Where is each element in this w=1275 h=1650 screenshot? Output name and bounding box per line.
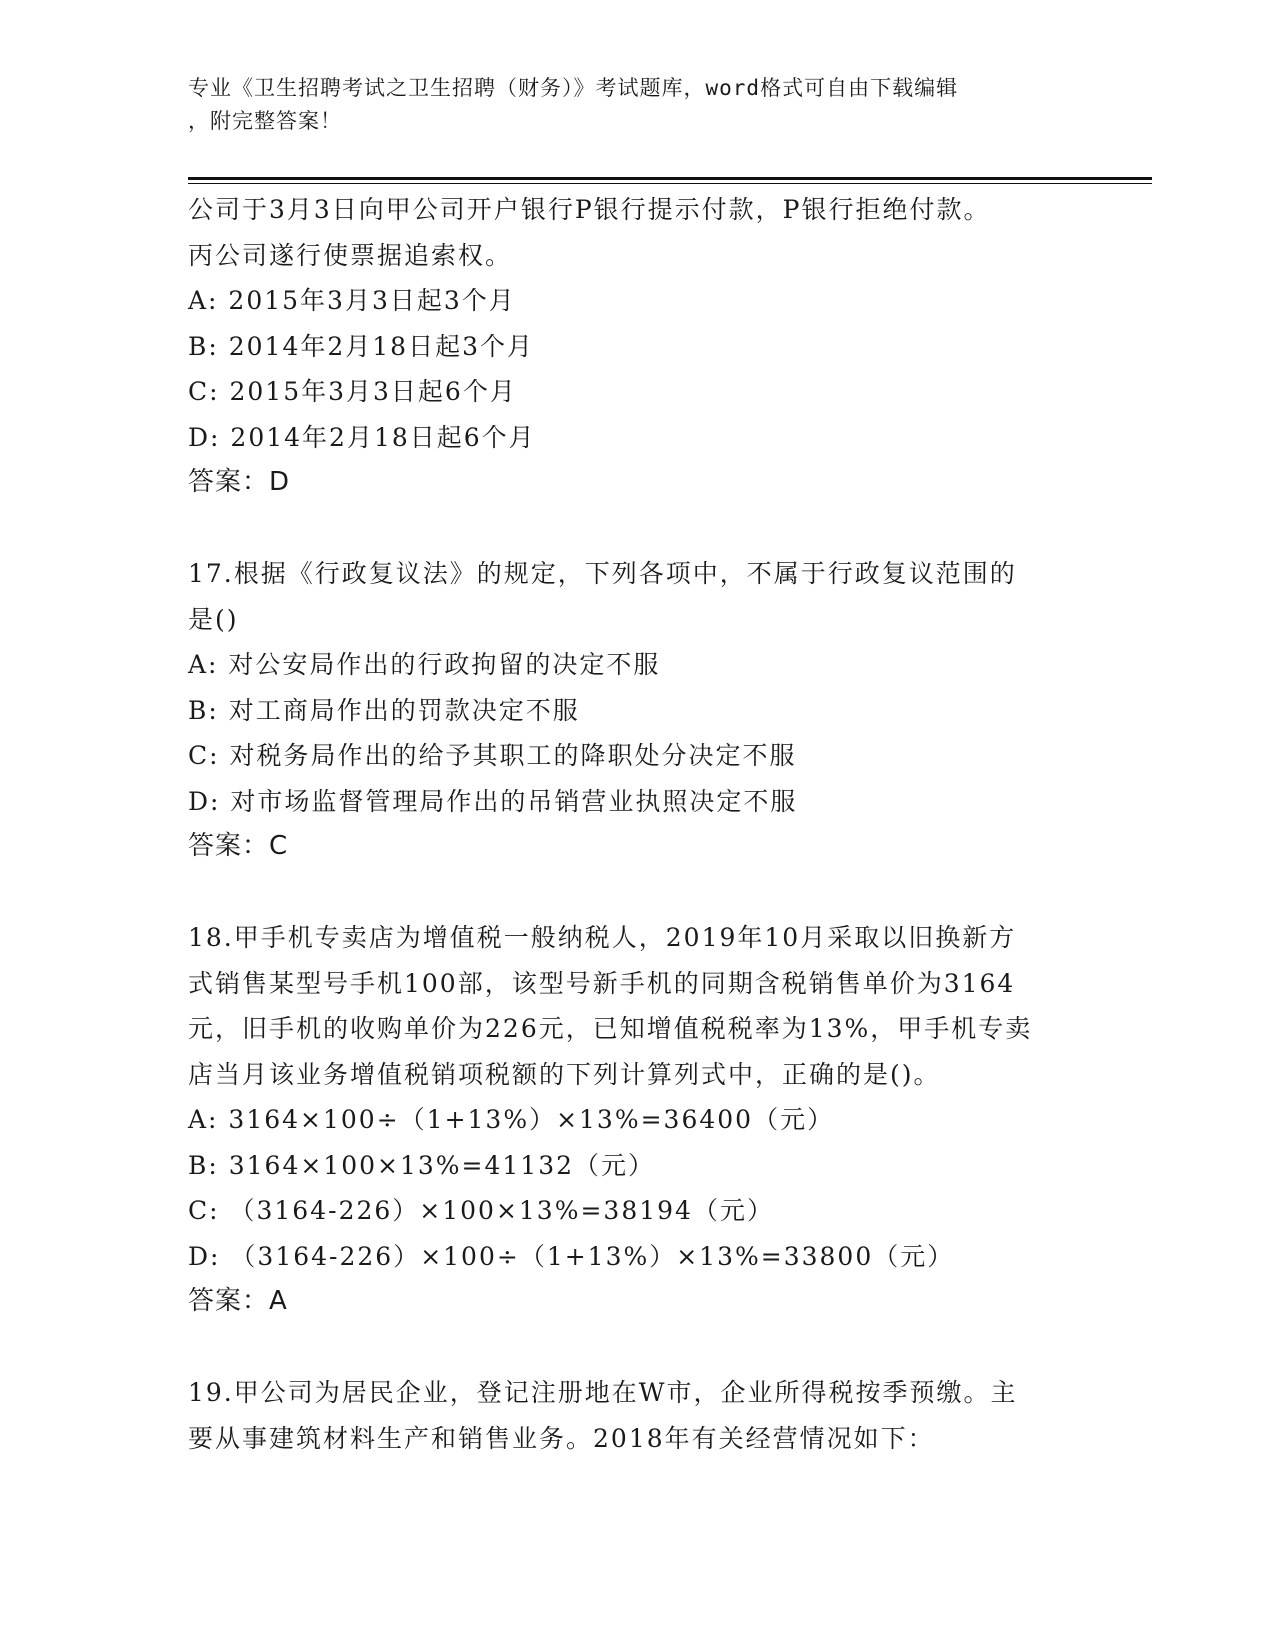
question-16-option-a: A: 2015年3月3日起3个月 [188, 286, 516, 315]
question-18-stem-line-4: 店当月该业务增值税销项税额的下列计算列式中，正确的是()。 [188, 1059, 941, 1089]
question-content [188, 187, 1088, 1461]
question-18-option-a: A: 3164×100÷（1+13%）×13%=36400（元） [188, 1105, 835, 1134]
header-rule-thick [188, 177, 1152, 180]
question-16-option-b: B: 2014年2月18日起3个月 [188, 331, 534, 361]
question-18-stem-line-1: 18.甲手机专卖店为增值税一般纳税人，2019年10月采取以旧换新方 [188, 923, 1017, 952]
header-line-1: 专业《卫生招聘考试之卫生招聘（财务）》考试题库，word格式可自由下载编辑 [188, 76, 959, 100]
question-16 [188, 187, 1088, 506]
spacer [188, 506, 1088, 552]
question-18-option-b: B: 3164×100×13%=41132（元） [188, 1150, 656, 1180]
question-18 [188, 915, 1088, 1325]
question-17 [188, 551, 1088, 870]
question-18-answer: 答案：A [188, 1286, 288, 1316]
question-16-option-c: C: 2015年3月3日起6个月 [188, 377, 517, 406]
question-18-stem-line-3: 元，旧手机的收购单价为226元，已知增值税税率为13%，甲手机专卖 [188, 1014, 1033, 1043]
question-18-option-c: C: （3164-226）×100×13%=38194（元） [188, 1196, 774, 1225]
question-16-stem-line-2: 丙公司遂行使票据追索权。 [188, 240, 513, 270]
question-17-answer: 答案：C [188, 831, 289, 861]
spacer [188, 870, 1088, 916]
question-16-answer: 答案：D [188, 467, 291, 497]
question-17-option-d: D: 对市场监督管理局作出的吊销营业执照决定不服 [188, 786, 798, 816]
spacer [188, 1325, 1088, 1371]
question-17-option-c: C: 对税务局作出的给予其职工的降职处分决定不服 [188, 741, 797, 770]
question-17-stem-line-2: 是() [188, 604, 239, 634]
header-rule-thin [188, 183, 1152, 184]
page-header [188, 72, 1068, 138]
question-17-stem-line-1: 17.根据《行政复议法》的规定，下列各项中，不属于行政复议范围的 [188, 559, 1017, 588]
question-17-option-b: B: 对工商局作出的罚款决定不服 [188, 695, 580, 725]
header-line-2: ，附完整答案！ [188, 109, 342, 133]
question-17-option-a: A: 对公安局作出的行政拘留的决定不服 [188, 650, 661, 679]
question-19 [188, 1370, 1088, 1461]
question-18-stem-line-2: 式销售某型号手机100部，该型号新手机的同期含税销售单价为3164 [188, 968, 1016, 998]
question-18-option-d: D: （3164-226）×100÷（1+13%）×13%=33800（元） [188, 1241, 955, 1271]
question-16-stem-line-1: 公司于3月3日向甲公司开户银行P银行提示付款，P银行拒绝付款。 [188, 195, 991, 224]
question-19-stem-line-2: 要从事建筑材料生产和销售业务。2018年有关经营情况如下： [188, 1423, 935, 1453]
question-16-option-d: D: 2014年2月18日起6个月 [188, 422, 536, 452]
question-19-stem-line-1: 19.甲公司为居民企业，登记注册地在W市，企业所得税按季预缴。主 [188, 1378, 1018, 1407]
